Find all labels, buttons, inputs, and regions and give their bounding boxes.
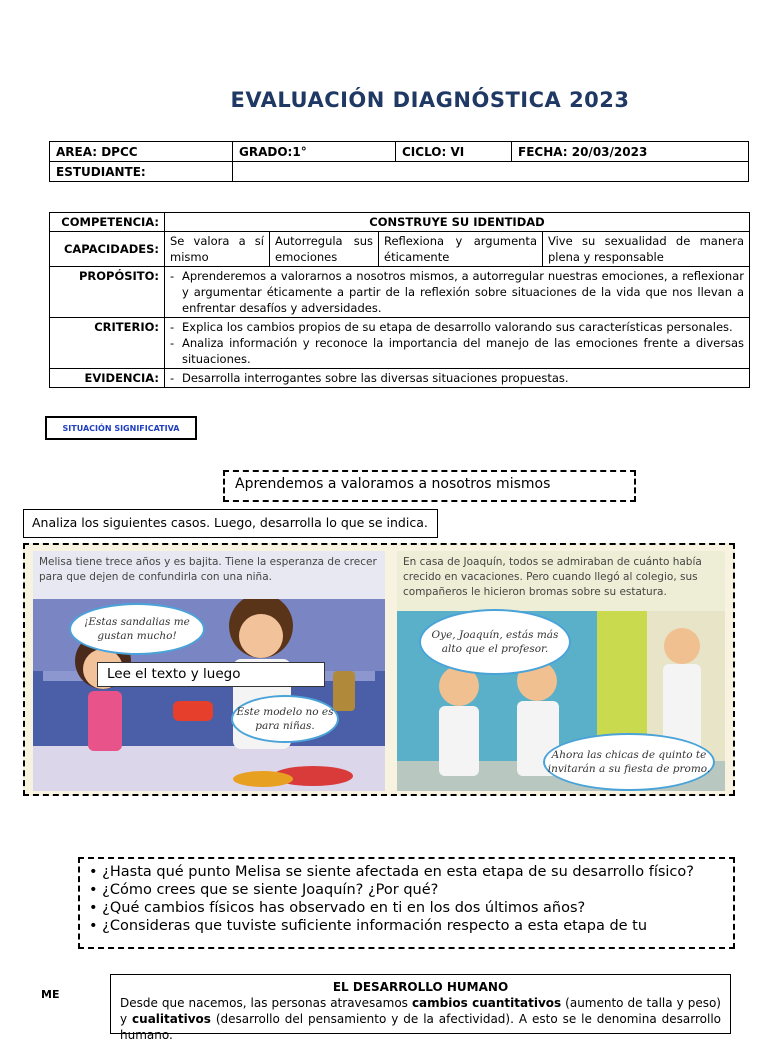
desarrollo-text: Desde que nacemos, las personas atravesamos	[120, 996, 412, 1010]
question-item: • ¿Consideras que tuviste suficiente información respecto a esta etapa de tu	[89, 918, 648, 934]
bullet-dash: -	[170, 269, 175, 283]
desarrollo-text: (aumento de talla y peso) y	[120, 996, 721, 1026]
capacidades-label: CAPACIDADES:	[50, 232, 165, 267]
capacidad-4: Vive su sexualidad de manera plena y responsable	[543, 232, 750, 267]
desarrollo-title: EL DESARROLLO HUMANO	[332, 980, 509, 994]
criterio-item	[170, 335, 744, 367]
bullet-dash: -	[170, 320, 175, 334]
evidencia-label: EVIDENCIA:	[50, 369, 165, 388]
classmate-speech-bubble: Oye, Joaquín, estás más alto que el profesor.	[419, 609, 571, 675]
criterio-value	[165, 318, 750, 369]
fecha-cell: FECHA: 20/03/2023	[512, 142, 749, 162]
criterio-text-2: Analiza información y reconoce la importancia del manejo de las emociones frente a diversas situaciones.	[182, 336, 744, 366]
criterio-item	[170, 319, 744, 335]
question-item: • ¿Qué cambios físicos has observado en ti en los dos últimos años?	[89, 900, 586, 916]
page-title: EVALUACIÓN DIAGNÓSTICA 2023	[230, 88, 630, 112]
desarrollo-bold: cualitativos	[132, 1012, 211, 1026]
desarrollo-paragraph	[120, 995, 721, 1043]
proposito-label: PROPÓSITO:	[50, 267, 165, 318]
competencia-value: CONSTRUYE SU IDENTIDAD	[165, 213, 750, 232]
situacion-significativa-label: SITUACIÓN SIGNIFICATIVA	[45, 416, 197, 440]
bullet-dash: -	[170, 371, 175, 385]
evidencia-text: Desarrolla interrogantes sobre las diversas situaciones propuestas.	[182, 371, 569, 385]
desarrollo-humano-box	[110, 974, 731, 1042]
comic-panel-joaquin	[397, 551, 725, 791]
criterio-text-1: Explica los cambios propios de su etapa de desarrollo valorando sus características personales.	[182, 320, 733, 334]
joaquin-caption: En casa de Joaquín, todos se admiraban de cuánto había crecido en vacaciones. Pero cuando llegó al colegio, sus compañeros le hicieron bromas sobre su estatura.	[397, 551, 725, 611]
estudiante-field[interactable]	[233, 162, 749, 182]
proposito-text: Aprenderemos a valorarnos a nosotros mismos, a autorregular nuestras emociones, a reflexionar y argumentar éticamente a partir de la reflexión sobre situaciones de la vida que nos llevan a enfrentar desafíos y adversidades.	[182, 269, 744, 315]
learn-title-box: Aprendemos a valoramos a nosotros mismos	[223, 470, 636, 502]
question-item: • ¿Cómo crees que se siente Joaquín? ¿Por qué?	[89, 882, 439, 898]
grado-cell: GRADO:1°	[233, 142, 396, 162]
me-label: ME	[41, 988, 60, 1001]
capacidad-2: Autorregula sus emociones	[270, 232, 379, 267]
evidencia-item	[170, 370, 744, 386]
proposito-value	[165, 267, 750, 318]
lee-text-box: Lee el texto y luego	[97, 662, 325, 687]
capacidad-1: Se valora a sí mismo	[165, 232, 270, 267]
estudiante-label: ESTUDIANTE:	[50, 162, 233, 182]
area-cell: AREA: DPCC	[50, 142, 233, 162]
clerk-speech-bubble: Este modelo no es para niñas.	[231, 695, 339, 743]
questions-box	[78, 857, 735, 949]
melisa-speech-bubble: ¡Estas sandalias me gustan mucho!	[69, 603, 205, 655]
header-table	[49, 141, 749, 182]
question-item: • ¿Hasta qué punto Melisa se siente afectada en esta etapa de su desarrollo físico?	[89, 864, 694, 880]
melisa-caption: Melisa tiene trece años y es bajita. Tiene la esperanza de crecer para que dejen de confundirla con una niña.	[33, 551, 385, 599]
desarrollo-text: (desarrollo del pensamiento y de la afectividad). A esto se le denomina desarrollo humano.	[120, 1012, 721, 1042]
evidencia-value	[165, 369, 750, 388]
capacidad-3: Reflexiona y argumenta éticamente	[379, 232, 543, 267]
bullet-dash: -	[170, 336, 175, 350]
instruction-box: Analiza los siguientes casos. Luego, desarrolla lo que se indica.	[23, 509, 438, 538]
criterio-label: CRITERIO:	[50, 318, 165, 369]
competencia-label: COMPETENCIA:	[50, 213, 165, 232]
desarrollo-bold: cambios cuantitativos	[411, 996, 562, 1010]
ciclo-cell: CICLO: VI	[396, 142, 512, 162]
proposito-item	[170, 268, 744, 316]
classmate-speech-bubble-2: Ahora las chicas de quinto te invitarán a su fiesta de promo.	[543, 733, 715, 791]
competency-table	[49, 212, 750, 388]
